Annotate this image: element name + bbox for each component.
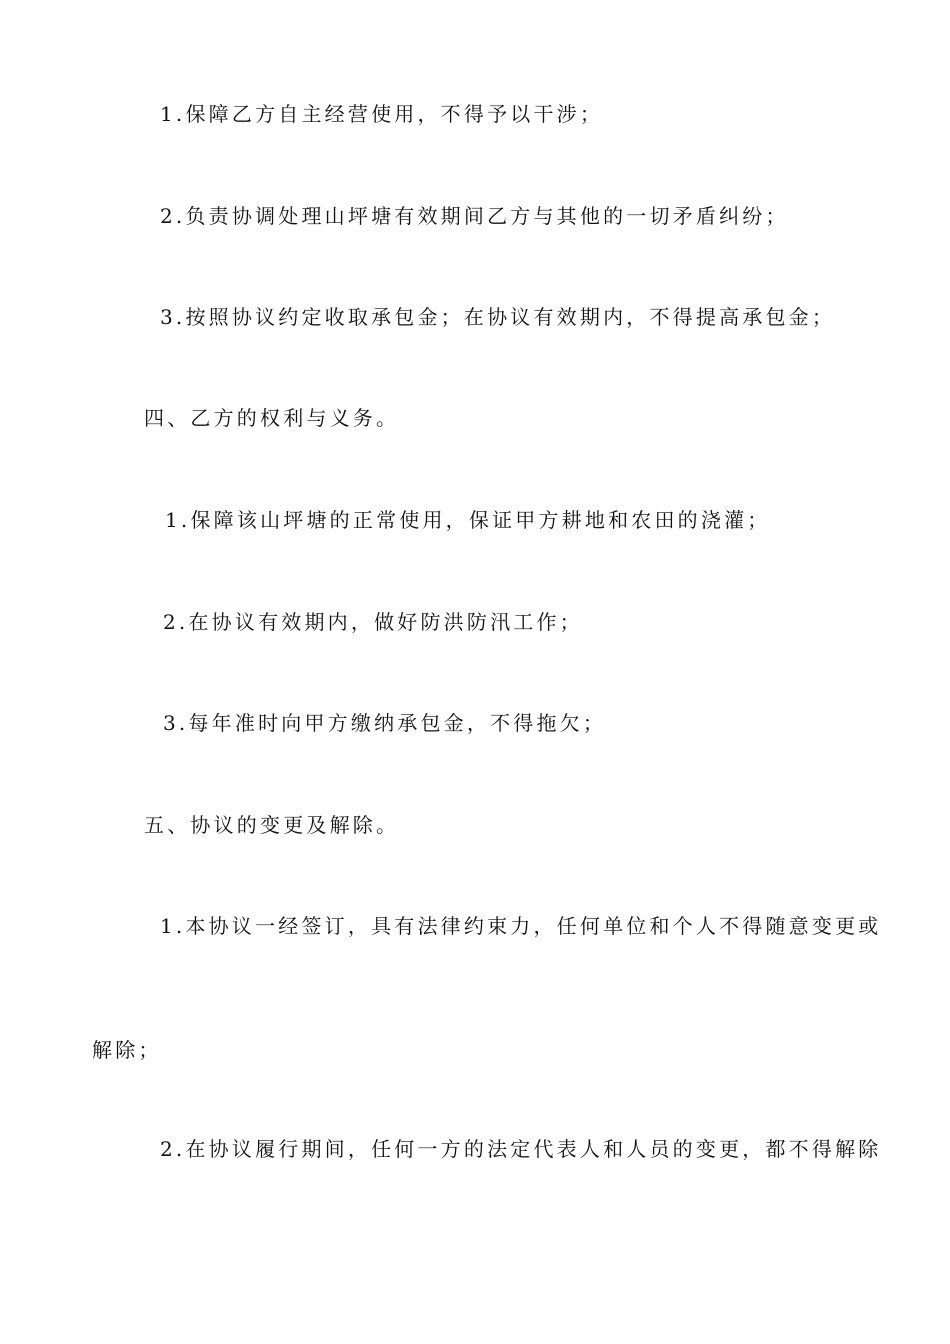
clause-paragraph: 3.每年准时向甲方缴纳承包金，不得拖欠；: [163, 711, 607, 735]
clause-paragraph: 1.保障该山坪塘的正常使用，保证甲方耕地和农田的浇灌；: [165, 508, 771, 532]
section-heading: 四、乙方的权利与义务。: [144, 406, 400, 430]
clause-paragraph: 2.在协议履行期间，任何一方的法定代表人和人员的变更，都不得解除: [160, 1137, 882, 1161]
clause-paragraph: 3.按照协议约定收取承包金；在协议有效期内，不得提高承包金；: [160, 305, 836, 329]
clause-paragraph-continuation: 解除；: [92, 1038, 162, 1062]
clause-paragraph: 1.本协议一经签订，具有法律约束力，任何单位和个人不得随意变更或: [160, 914, 882, 938]
section-heading: 五、协议的变更及解除。: [144, 813, 400, 837]
clause-paragraph: 1.保障乙方自主经营使用，不得予以干涉；: [160, 102, 604, 126]
clause-paragraph: 2.在协议有效期内，做好防洪防汛工作；: [163, 610, 583, 634]
clause-paragraph: 2.负责协调处理山坪塘有效期间乙方与其他的一切矛盾纠纷；: [160, 204, 789, 228]
